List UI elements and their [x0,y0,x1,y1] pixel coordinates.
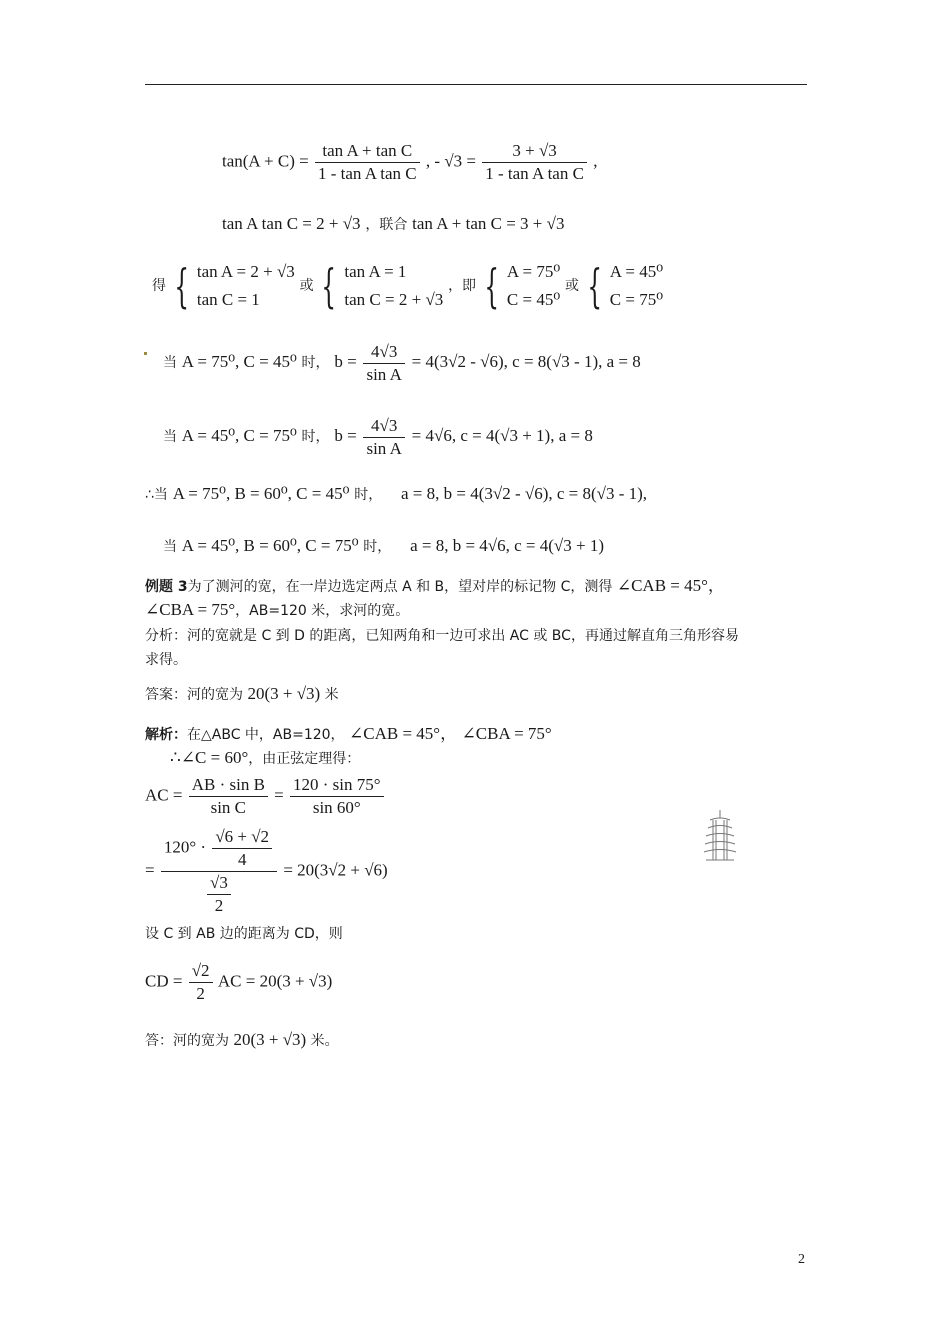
stray-mark [144,352,147,355]
case-3: ∴当 A = 75⁰, B = 60⁰, C = 45⁰ 时， a = 8, b = 4(3√2 - √6), c = 8(√3 - 1), [145,484,648,503]
case-2: 当 A = 45⁰, C = 75⁰ 时， b = $\frac{4√3}{\text{sin A}}$ = 4√6, c = 4(√3 + 1), a = 8 [163,415,593,458]
solution-line-1: 解析：在△ABC 中，AB=120， ∠CAB = 45°， ∠CBA = 75° [145,724,552,743]
system-2: tan A = 1 tan C = 2 + √3 [344,262,444,309]
example-3-line-2: ∠CBA = 75°，AB=120 米，求河的宽。 [145,600,410,619]
page-number: 2 [798,1252,805,1267]
pagoda-image [700,808,740,864]
equation-systems: 得 { tan A = 2 + √3 tan C = 1 或 { tan A = 1 tan C = 2 + √3 ，即 { A = 75⁰ C = 45⁰ 或 { A = 45⁰ C = 75⁰ [152,259,664,313]
answer-line: 答案：河的宽为 20(3 + √3) 米 [145,684,339,703]
cd-text: 设 C 到 AB 边的距离为 CD，则 [145,926,343,942]
equation-tan-product: tan A tan C = 2 + √3 ，联合 tan A + tan C = 3 + √3 [222,214,565,233]
fraction-2: $\frac{3 + √3}{\text{1 - tan A tan C}}$ [482,140,587,185]
system-4: A = 45⁰ C = 75⁰ [609,262,664,309]
analysis-line-1: 分析：河的宽就是 C 到 D 的距离，已知两角和一边可求出 AC 或 BC，再通过解直角三角形容易 [145,628,739,644]
cd-equation: CD = $\frac{√2}{2}$ AC = 20(3 + √3) [145,961,333,1003]
equation-tan-sum: tan(A + C) = $\frac{\text{tan A + tan C}}{\text{1 - tan A tan C}}$ , - √3 = $\frac{3 + √3}{\text{1 - tan A tan C}}$ , [222,141,598,183]
ac-equation: AC = $\frac{\text{AB · sin B}}{\text{sin C}}$ = $\frac{120 \cdot \sin 75^\circ}{\sin 60^\circ}$ [145,774,386,819]
final-answer: 答：河的宽为 20(3 + √3) 米。 [145,1030,339,1049]
fraction-1: $\frac{\text{tan A + tan C}}{\text{1 - tan A tan C}}$ [315,140,420,185]
ac-equation-expanded: = 120° · $\frac{√6 + √2}{4}$ $\frac{√3}{2}$ = 20(3√2 + √6) [145,827,388,915]
header-rule [145,84,807,85]
case-4: 当 A = 45⁰, B = 60⁰, C = 75⁰ 时， a = 8, b = 4√6, c = 4(√3 + 1) [163,536,605,555]
solution-line-2: ∴∠C = 60°，由正弦定理得： [170,748,361,767]
example-3-line-1: 例题 3为了测河的宽，在一岸边选定两点 A 和 B，望对岸的标记物 C，测得 ∠CAB = 45°， [145,576,725,595]
analysis-line-2: 求得。 [145,652,187,668]
system-1: tan A = 2 + √3 tan C = 1 [196,262,295,309]
system-3: A = 75⁰ C = 45⁰ [506,262,561,309]
case-1: 当 A = 75⁰, C = 45⁰ 时， b = $\frac{4√3}{\text{sin A}}$ = 4(3√2 - √6), c = 8(√3 - 1), a = 8 [163,341,641,384]
